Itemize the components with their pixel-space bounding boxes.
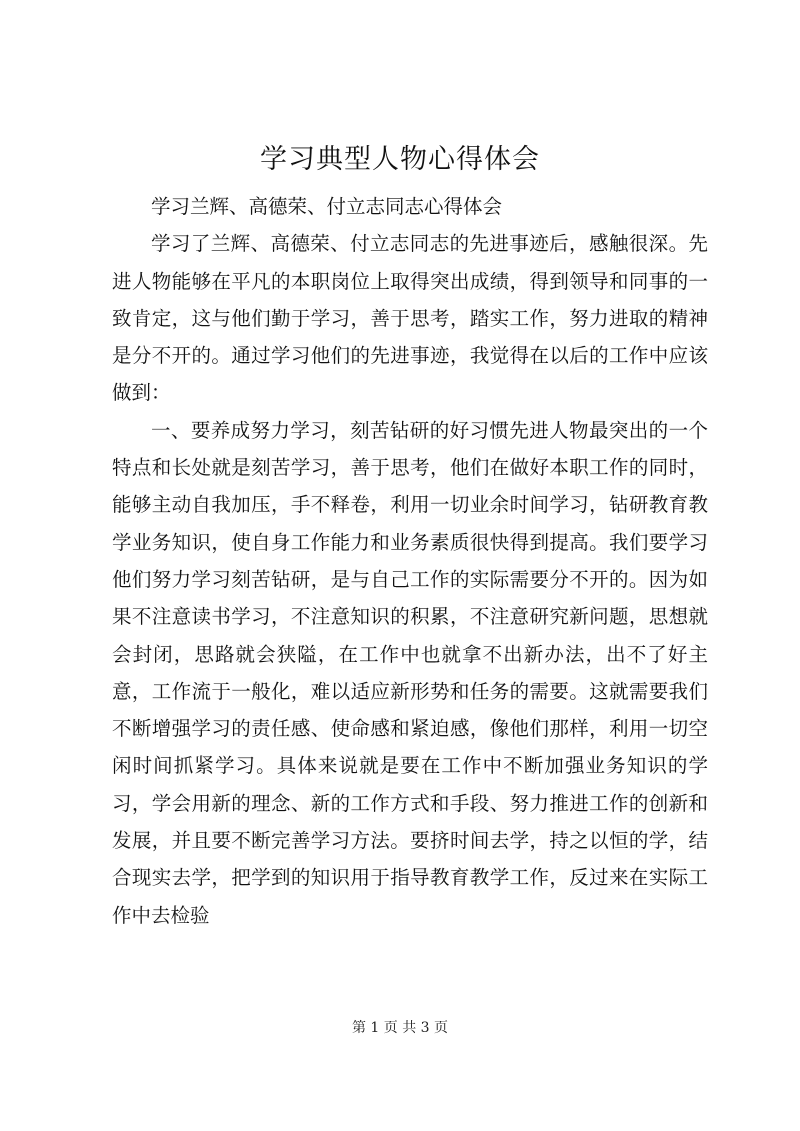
subtitle-paragraph: 学习兰辉、高德荣、付立志同志心得体会 [151,195,503,218]
section-one-paragraph: 一、要养成努力学习，刻苦钻研的好习惯先进人物最突出的一个特点和长处就是刻苦学习，善于思考，他们在做好本职工作的同时，能够主动自我加压，手不释卷，利用一切业余时间学习，钻研教育教学业务知识，使自身工作能力和业务素质很快得到提高。我们要学习他们努力学习刻苦钻研，是与自己工作的实际需要分不开的。因为如果不注意读书学习，不注意知识的积累，不注意研究新问题，思想就会封闭，思路就会狭隘，在工作中也就拿不出新办法，出不了好主意，工作流于一般化，难以适应新形势和任务的需要。这就需要我们不断增强学习的责任感、使命感和紧迫感，像他们那样，利用一切空闲时间抓紧学习。具体来说就是要在工作中不断加强业务知识的学习，学会用新的理念、新的工作方式和手段、努力推进工作的创新和发展，并且要不断完善学习方法。要挤时间去学，持之以恒的学，结合现实去学，把学到的知识用于指导教育教学工作，反过来在实际工作中去检验 [112,418,708,927]
document-title: 学习典型人物心得体会 [260,144,540,175]
document-body [112,188,708,934]
page-footer: 第 1 页 共 3 页 [351,1020,449,1036]
intro-paragraph: 学习了兰辉、高德荣、付立志同志的先进事迹后，感触很深。先进人物能够在平凡的本职岗位上取得突出成绩，得到领导和同事的一致肯定，这与他们勤于学习，善于思考，踏实工作，努力进取的精神是分不开的。通过学习他们的先进事迹，我觉得在以后的工作中应该做到： [112,232,708,405]
